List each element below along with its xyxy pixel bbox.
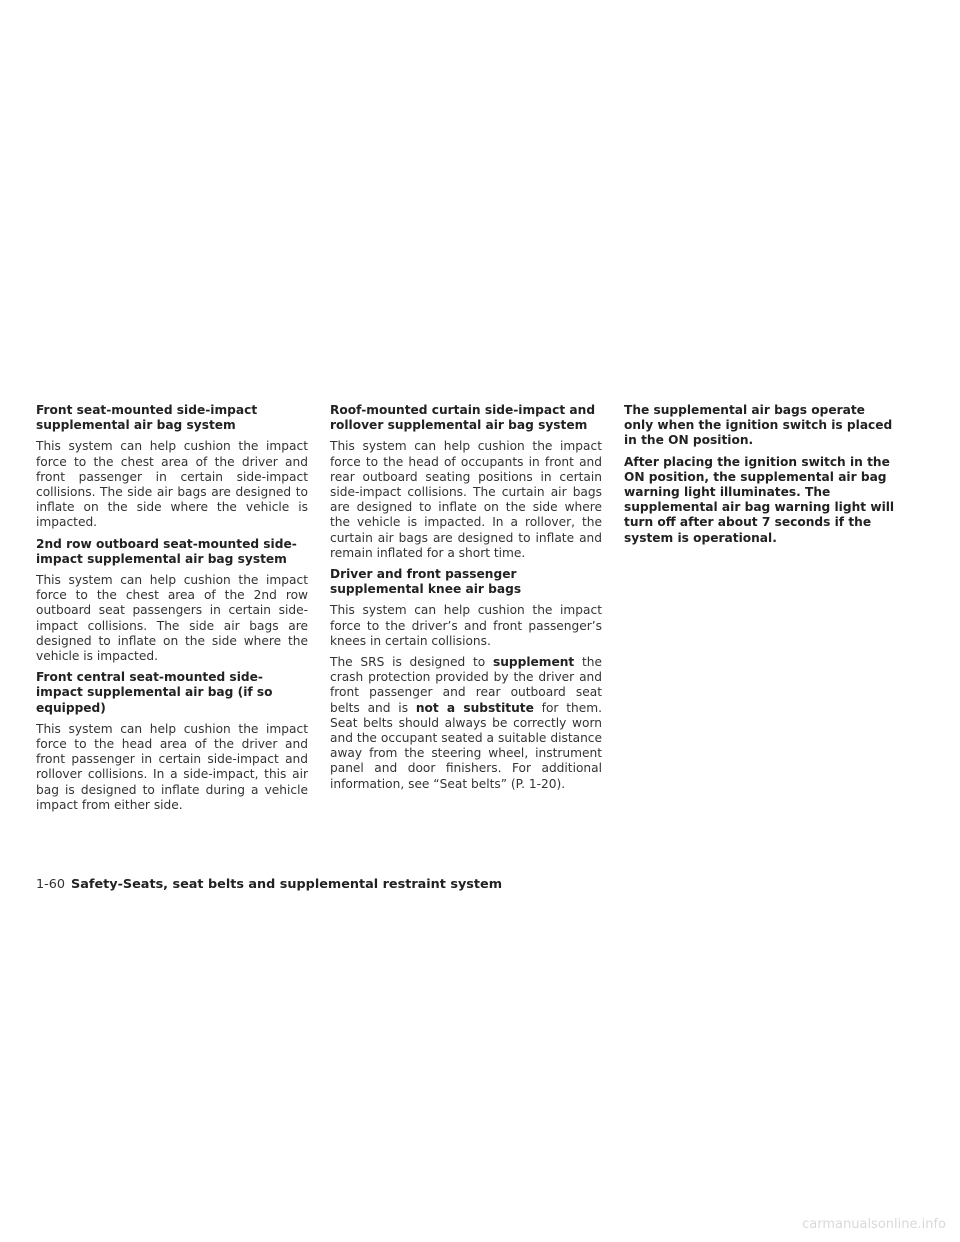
paragraph-curtain-airbag: This system can help cushion the impact force to the head of occupants in front and rear outboard seating positions in certain side-impact collisions. The curtain air bags are designed to inflate on the side where the vehicle is impacted. In a rollover, the curtain air bags are designed to inflate and remain inflated for a short time. — [330, 439, 602, 560]
srs-text-1: The SRS is designed to — [330, 655, 493, 670]
paragraph-srs-supplement — [330, 655, 602, 792]
text-column-3 — [624, 403, 896, 552]
heading-front-central-airbag: Front central seat-mounted side-impact supplemental air bag (if so equipped) — [36, 670, 273, 715]
page-footer — [36, 877, 502, 893]
heading-front-seat-side-airbag: Front seat-mounted side-impact supplemental air bag system — [36, 403, 258, 433]
warning-light-operation: After placing the ignition switch in the ON position, the supplemental air bag warning light illuminates. The supplemental air bag warning light will turn off after about 7 seconds if the system is operational. — [624, 454, 895, 545]
srs-emphasis-supplement: supplement — [492, 655, 575, 670]
paragraph-knee-airbag: This system can help cushion the impact force to the driver’s and front passenger’s knees in certain collisions. — [330, 603, 602, 648]
text-column-1 — [36, 403, 308, 819]
paragraph-2nd-row-side-airbag: This system can help cushion the impact force to the chest area of the 2nd row outboard seat passengers in certain side-impact collisions. The side air bags are designed to inflate on the side where the vehicle is impacted. — [36, 573, 308, 664]
heading-curtain-airbag: Roof-mounted curtain side-impact and rollover supplemental air bag system — [330, 403, 596, 433]
srs-text-3: for them. Seat belts should always be correctly worn and the occupant seated a suitable distance away from the steering wheel, instrument panel and door finishers. For additional information, see “Seat belts” (P. 1-20). — [330, 700, 602, 791]
section-title: Safety-Seats, seat belts and supplemental restraint system — [71, 877, 503, 892]
heading-2nd-row-side-airbag: 2nd row outboard seat-mounted side-impact supplemental air bag system — [36, 536, 297, 566]
watermark: carmanualsonline.info — [802, 1217, 946, 1232]
text-column-2 — [330, 403, 602, 798]
srs-text-2: the crash protection provided by the driver and front passenger and rear outboard seat belts and is — [330, 655, 602, 715]
paragraph-front-seat-side-airbag: This system can help cushion the impact force to the chest area of the driver and front passenger in certain side-impact collisions. The side air bags are designed to inflate on the side where the vehicle is impacted. — [36, 439, 308, 530]
srs-emphasis-not-substitute: not a substitute — [415, 700, 534, 715]
warning-ignition-on: The supplemental air bags operate only when the ignition switch is placed in the ON position. — [624, 403, 893, 448]
paragraph-front-central-airbag: This system can help cushion the impact force to the head area of the driver and front passenger in certain side-impact and rollover collisions. In a side-impact, this air bag is designed to inflate during a vehicle impact from either side. — [36, 721, 308, 812]
heading-knee-airbag: Driver and front passenger supplemental knee air bags — [330, 567, 522, 597]
page-number: 1-60 — [36, 877, 66, 892]
